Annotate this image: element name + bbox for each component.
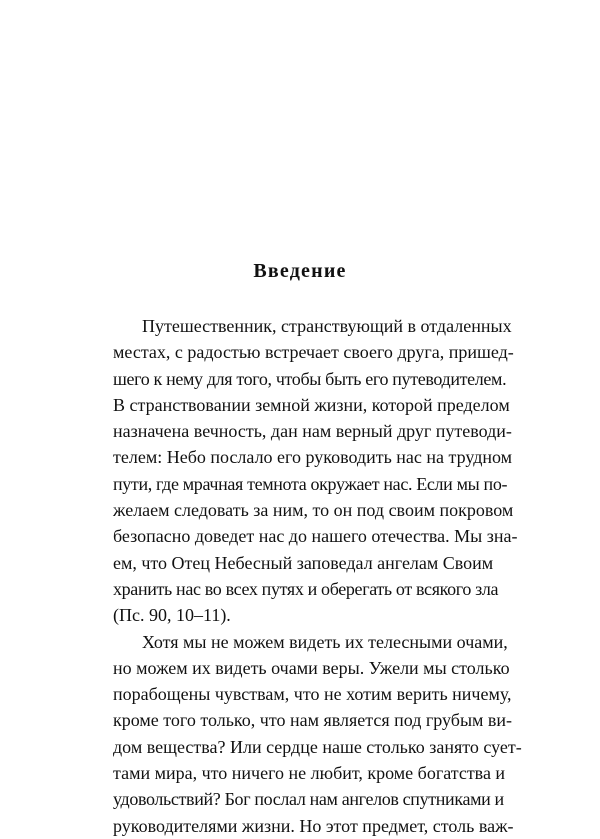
text-line: желаем следовать за ним, то он под своим покровом — [113, 500, 514, 521]
text-line: Хотя мы не можем видеть их телесными очами, — [142, 631, 508, 652]
text-line: пути, где мрачная темнота окружает нас. Если мы по- — [113, 473, 508, 494]
text-line: телем: Небо послало его руководить нас на трудном — [113, 447, 513, 468]
text-line: хранить нас во всех путях и оберегать от всякого зла — [113, 578, 499, 599]
text-line: руководителями жизни. Но этот предмет, столь важ- — [113, 815, 514, 836]
text-line: кроме того только, что нам является под грубым ви- — [113, 710, 513, 731]
text-line: тами мира, что ничего не любит, кроме богатства и — [113, 763, 506, 784]
text-line: ем, что Отец Небесный заповедал ангелам Своим — [113, 552, 494, 573]
text-line: назначена вечность, дан нам верный друг путеводи- — [113, 421, 512, 442]
text-line: Путешественник, странствующий в отдаленных — [142, 316, 512, 336]
text-line: удовольствий? Бог послал нам ангелов спутниками и — [113, 789, 504, 810]
text-line: местах, с радостью встречает своего друга, пришед- — [113, 342, 514, 363]
chapter-heading: Введение — [253, 260, 347, 282]
text-line: но можем их видеть очами веры. Ужели мы столько — [113, 657, 510, 678]
text-line: дом вещества? Или сердце наше столько занято сует- — [113, 736, 522, 757]
text-line: безопасно доведет нас до нашего отечества. Мы зна- — [113, 526, 518, 547]
paragraph-2 — [113, 629, 522, 839]
text-line: порабощены чувствам, что не хотим верить ничему, — [113, 684, 512, 705]
paragraph-1 — [113, 313, 518, 629]
text-line: (Пс. 90, 10–11). — [113, 605, 231, 626]
text-line: шего к нему для того, чтобы быть его путеводителем. — [113, 368, 507, 389]
body-text — [113, 313, 522, 839]
text-line: В странствовании земной жизни, которой пределом — [113, 394, 510, 415]
